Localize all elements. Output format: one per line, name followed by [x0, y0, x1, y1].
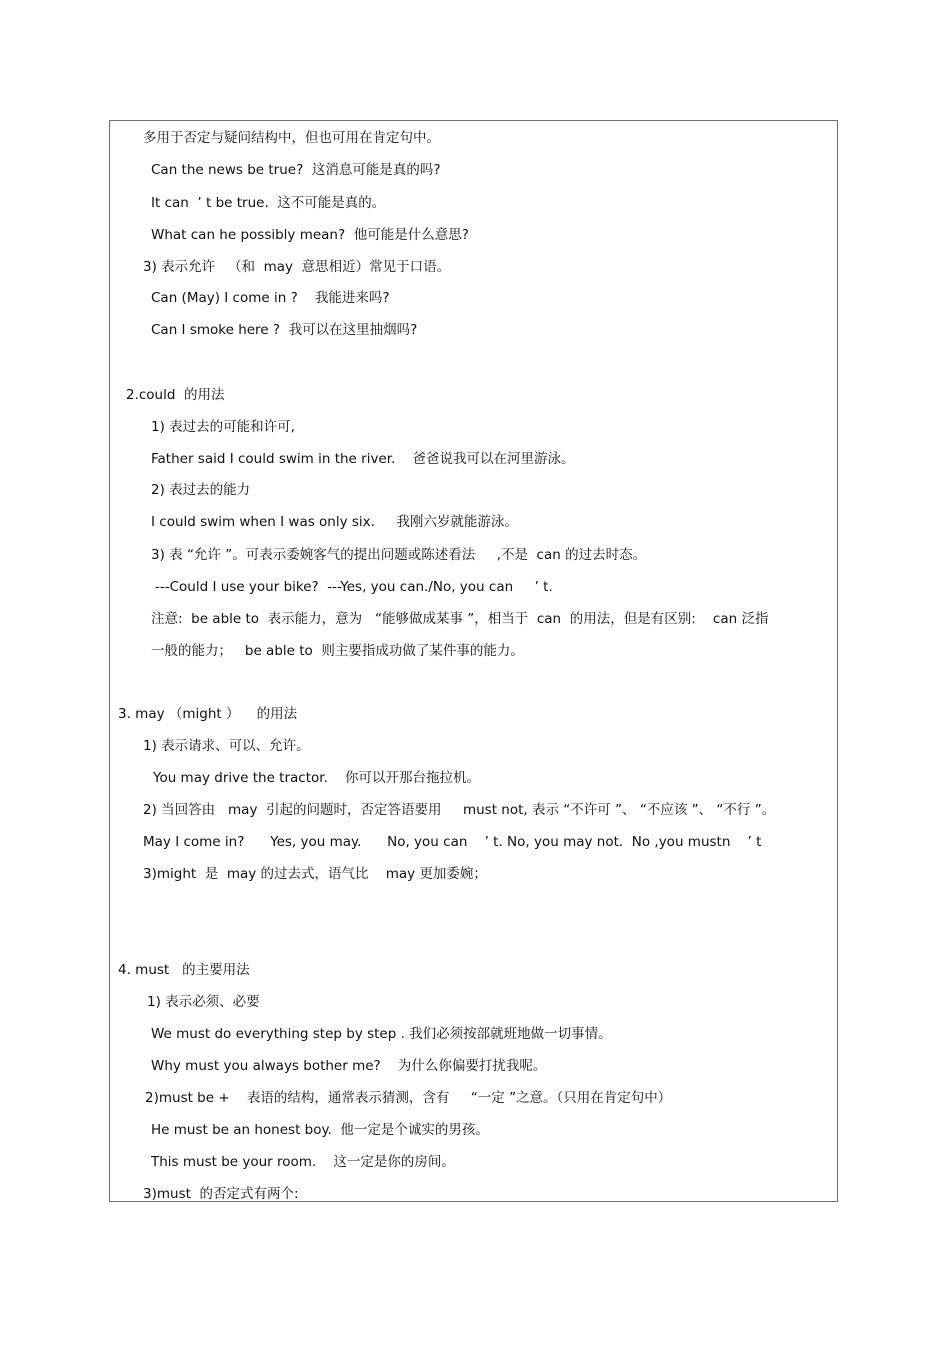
text-line: May I come in? Yes, you may. No, you can ’ t. No, you may not. No ,you mustn ’ t — [143, 834, 762, 850]
text-line: 3) 表 “允许 ”。可表示委婉客气的提出问题或陈述看法 ,不是 can 的过去时态。 — [151, 547, 647, 563]
text-line: What can he possibly mean? 他可能是什么意思? — [151, 227, 469, 243]
section-heading: 3. may （might ） 的用法 — [118, 706, 298, 722]
section-heading: 2.could 的用法 — [126, 387, 225, 403]
text-line: 2) 当回答由 may 引起的问题时，否定答语要用 must not, 表示 “不许可 ”、 “不应该 ”、 “不行 ”。 — [143, 802, 776, 818]
text-line: 3) 表示允许 （和 may 意思相近）常见于口语。 — [143, 259, 451, 275]
text-line: I could swim when I was only six. 我刚六岁就能游泳。 — [151, 514, 518, 530]
text-line: 2) 表过去的能力 — [151, 482, 251, 498]
text-line: Father said I could swim in the river. 爸爸说我可以在河里游泳。 — [151, 451, 575, 467]
text-line: 3)might 是 may 的过去式，语气比 may 更加委婉； — [143, 866, 487, 882]
text-line: 1) 表示请求、可以、允许。 — [143, 738, 310, 754]
text-line: 一般的能力； be able to 则主要指成功做了某件事的能力。 — [151, 643, 524, 659]
text-line: You may drive the tractor. 你可以开那台拖拉机。 — [153, 770, 481, 786]
text-line: 1) 表示必须、必要 — [147, 994, 260, 1010]
text-line: He must be an honest boy. 他一定是个诚实的男孩。 — [151, 1122, 489, 1138]
text-line: 多用于否定与疑问结构中，但也可用在肯定句中。 — [143, 130, 440, 146]
text-line: It can ’ t be true. 这不可能是真的。 — [151, 195, 386, 211]
text-line: 2)must be + 表语的结构，通常表示猜测，含有 “一定 ”之意。（只用在肯定句中） — [145, 1090, 672, 1106]
text-line: Can the news be true? 这消息可能是真的吗? — [151, 162, 441, 178]
text-line: ---Could I use your bike? ---Yes, you can./No, you can ’ t. — [155, 579, 553, 595]
text-line: 1) 表过去的可能和许可, — [151, 419, 295, 435]
text-line: Can I smoke here ? 我可以在这里抽烟吗? — [151, 322, 418, 338]
text-line: 注意: be able to 表示能力，意为 “能够做成某事 ”，相当于 can 的用法，但是有区别: can 泛指 — [151, 611, 769, 627]
text-line: Why must you always bother me? 为什么你偏要打扰我呢。 — [151, 1058, 547, 1074]
text-line: Can (May) I come in ? 我能进来吗? — [151, 290, 390, 306]
text-line: We must do everything step by step . 我们必须按部就班地做一切事情。 — [151, 1026, 612, 1042]
section-heading: 4. must 的主要用法 — [118, 962, 250, 978]
text-line: This must be your room. 这一定是你的房间。 — [151, 1154, 455, 1170]
text-line: 3)must 的否定式有两个: — [143, 1186, 299, 1202]
